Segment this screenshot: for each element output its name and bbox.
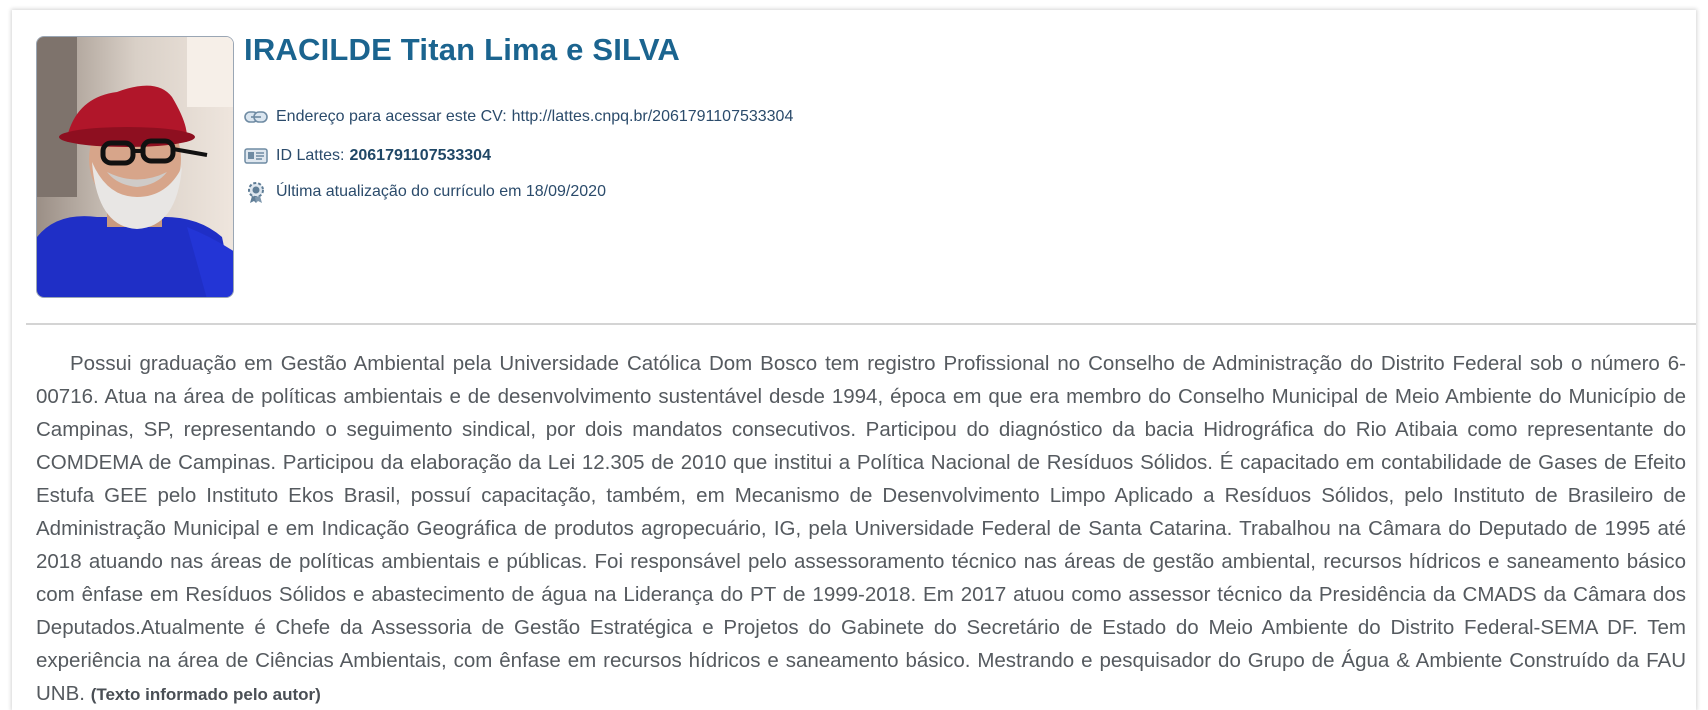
certificate-gear-icon — [244, 183, 268, 201]
lattes-id-value: 2061791107533304 — [349, 147, 491, 164]
cv-address-label: Endereço para acessar este CV: — [276, 108, 507, 125]
person-photo-icon — [37, 37, 234, 298]
cv-address-link[interactable]: http://lattes.cnpq.br/2061791107533304 — [511, 108, 794, 125]
lattes-id-label: ID Lattes: — [276, 147, 345, 164]
link-icon — [244, 108, 268, 126]
id-card-icon — [244, 147, 268, 165]
last-update-line — [244, 183, 606, 201]
resume-summary: Possui graduação em Gestão Ambiental pela Universidade Católica Dom Bosco tem registro Profissional no Conselho de Administração do Distrito Federal sob o número 6-00716. Atua na área de políticas ambientais e de desenvolvimento sustentável desde 1994, época em que era membro do Conselho Municipal de Meio Ambiente do Município de Campinas, SP, representando o seguimento sindical, por dois mandatos consecutivos. Participou do diagnóstico da bacia Hidrográfica do Rio Atibaia como representante do COMDEMA de Campinas. Participou da elaboração da Lei 12.305 de 2010 que institui a Política Nacional de Resíduos Sólidos. É capacitado em contabilidade de Gases de Efeito Estufa GEE pelo Instituto Ekos Brasil, possuí capacitação, também, em Mecanismo de Desenvolvimento Limpo Aplicado a Resíduos Sólidos, pelo Instituto de Brasileiro de Administração Municipal e em Indicação Geográfica de produtos agropecuário, IG, pela Universidade Federal de Santa Catarina. Trabalhou na Câmara do Deputado de 1995 até 2018 atuando nas áreas de políticas ambientais e públicas. Foi responsável pelo assessoramento técnico nas áreas de gestão ambiental, recursos hídricos e saneamento básico com ênfase em Resíduos Sólidos e abastecimento de água na Liderança do PT de 1999-2018. Em 2017 atuou como assessor técnico da Presidência da CMADS da Câmara dos Deputados.Atualmente é Chefe da Assessoria de Gestão Estratégica e Projetos do Gabinete do Secretário de Estado do Meio Ambiente do Distrito Federal-SEMA DF. Tem experiência na área de Ciências Ambientais, com ênfase em recursos hídricos e saneamento básico. Mestrando e pesquisador do Grupo de Água & Ambiente Construído da FAU UNB. — [36, 352, 1686, 705]
last-update-text: Última atualização do currículo em 18/09/2020 — [276, 183, 606, 200]
researcher-name: IRACILDE Titan Lima e SILVA — [244, 32, 681, 67]
cv-address-line — [244, 108, 793, 126]
divider — [26, 323, 1696, 325]
author-note: (Texto informado pelo autor) — [90, 685, 321, 704]
cv-header-card — [12, 10, 1696, 710]
lattes-id-line — [244, 147, 491, 165]
resume-text — [36, 347, 1686, 710]
profile-photo — [36, 36, 234, 298]
